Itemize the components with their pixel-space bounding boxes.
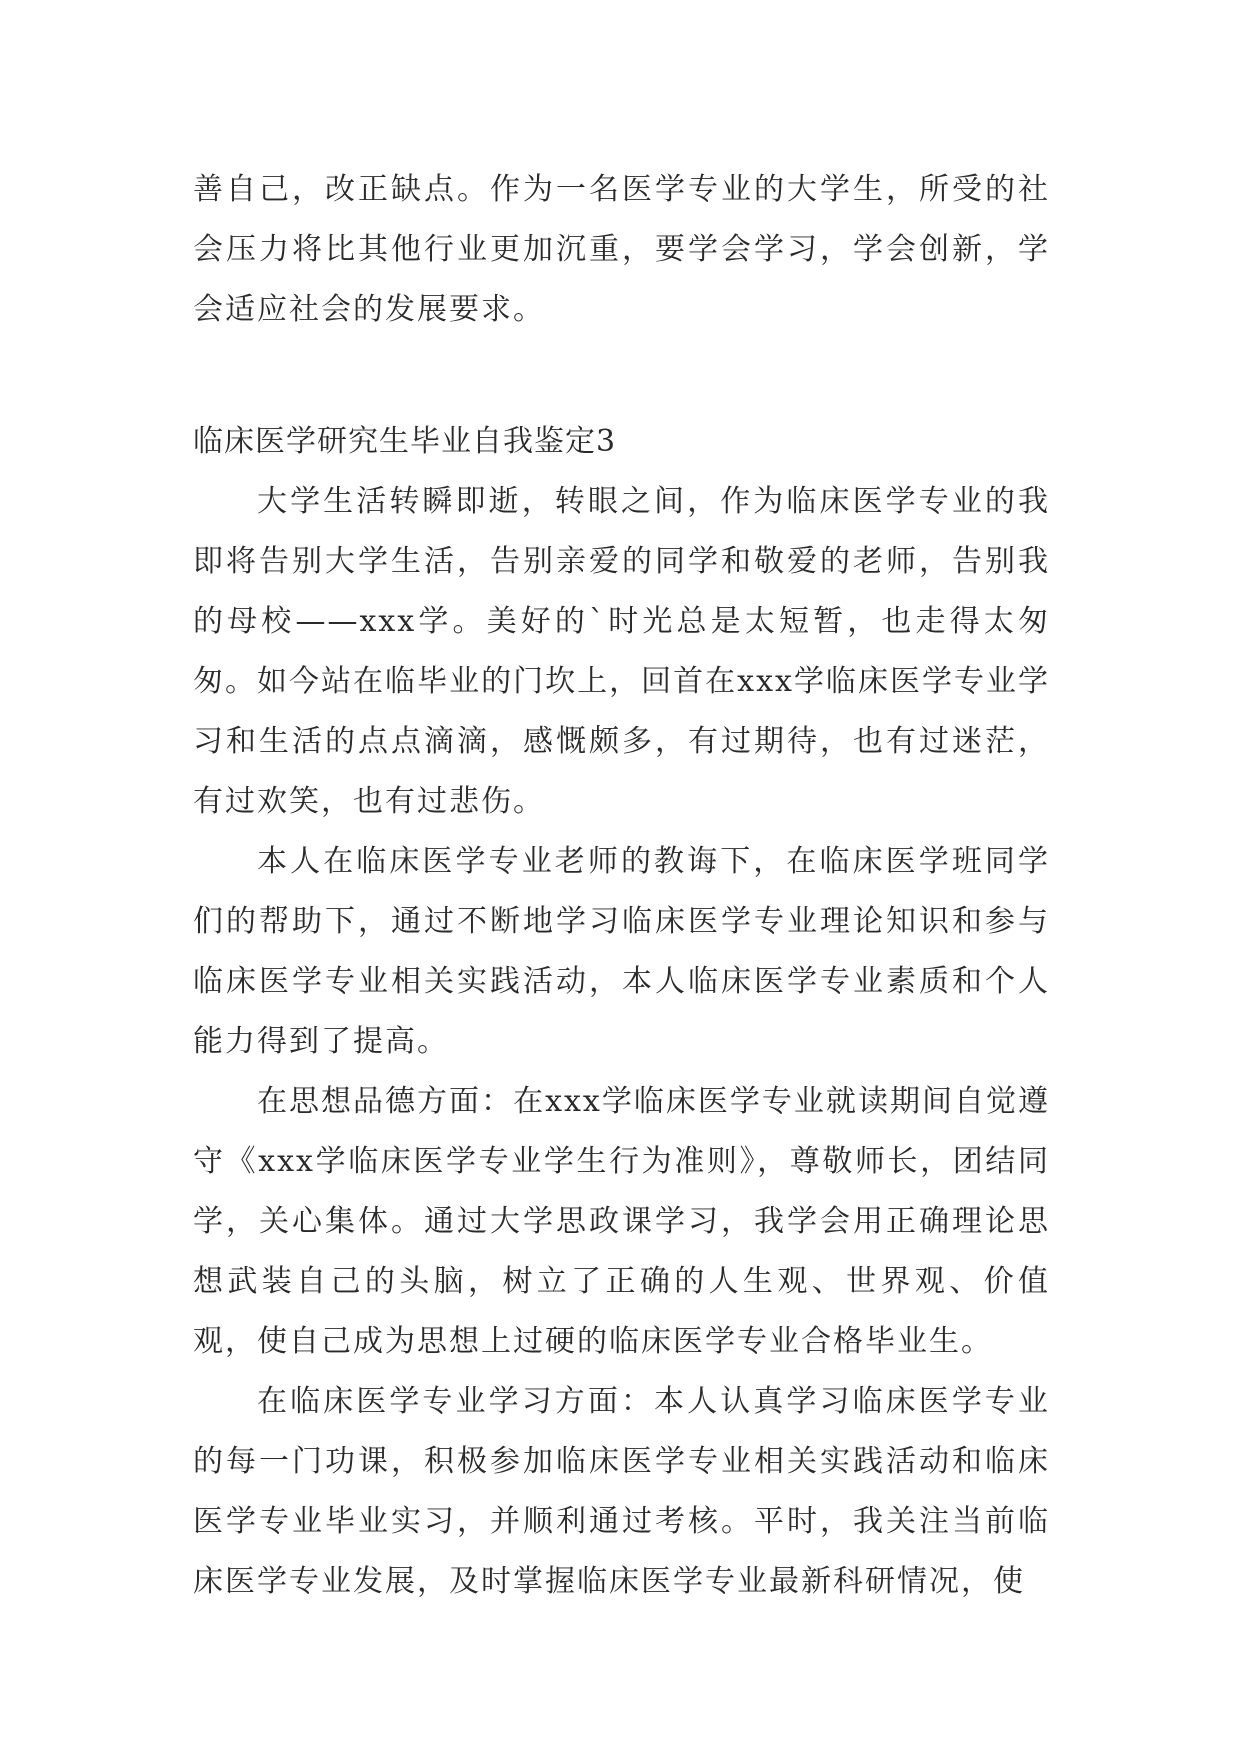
document-body	[193, 160, 1050, 1612]
paragraph-3: 在思想品德方面：在xxx学临床医学专业就读期间自觉遵守《xxx学临床医学专业学生行为准则》，尊敬师长，团结同学，关心集体。通过大学思政课学习，我学会用正确理论思想武装自己的头脑，树立了正确的人生观、世界观、价值观，使自己成为思想上过硬的临床医学专业合格毕业生。	[193, 1084, 1050, 1359]
paragraph-4: 在临床医学专业学习方面：本人认真学习临床医学专业的每一门功课，积极参加临床医学专业相关实践活动和临床医学专业毕业实习，并顺利通过考核。平时，我关注当前临床医学专业发展，及时掌握临床医学专业最新科研情况，使	[193, 1384, 1050, 1599]
paragraph-2: 本人在临床医学专业老师的教诲下，在临床医学班同学们的帮助下，通过不断地学习临床医学专业理论知识和参与临床医学专业相关实践活动，本人临床医学专业素质和个人能力得到了提高。	[193, 844, 1050, 1059]
section-title: 临床医学研究生毕业自我鉴定3	[193, 424, 617, 459]
paragraph-1: 大学生活转瞬即逝，转眼之间，作为临床医学专业的我即将告别大学生活，告别亲爱的同学和敬爱的老师，告别我的母校——xxx学。美好的`时光总是太短暂，也走得太匆匆。如今站在临毕业的门坎上，回首在xxx学临床医学专业学习和生活的点点滴滴，感慨颇多，有过期待，也有过迷茫，有过欢笑，也有过悲伤。	[193, 484, 1050, 819]
intro-paragraph: 善自己，改正缺点。作为一名医学专业的大学生，所受的社会压力将比其他行业更加沉重，要学会学习，学会创新，学会适应社会的发展要求。	[193, 172, 1050, 327]
